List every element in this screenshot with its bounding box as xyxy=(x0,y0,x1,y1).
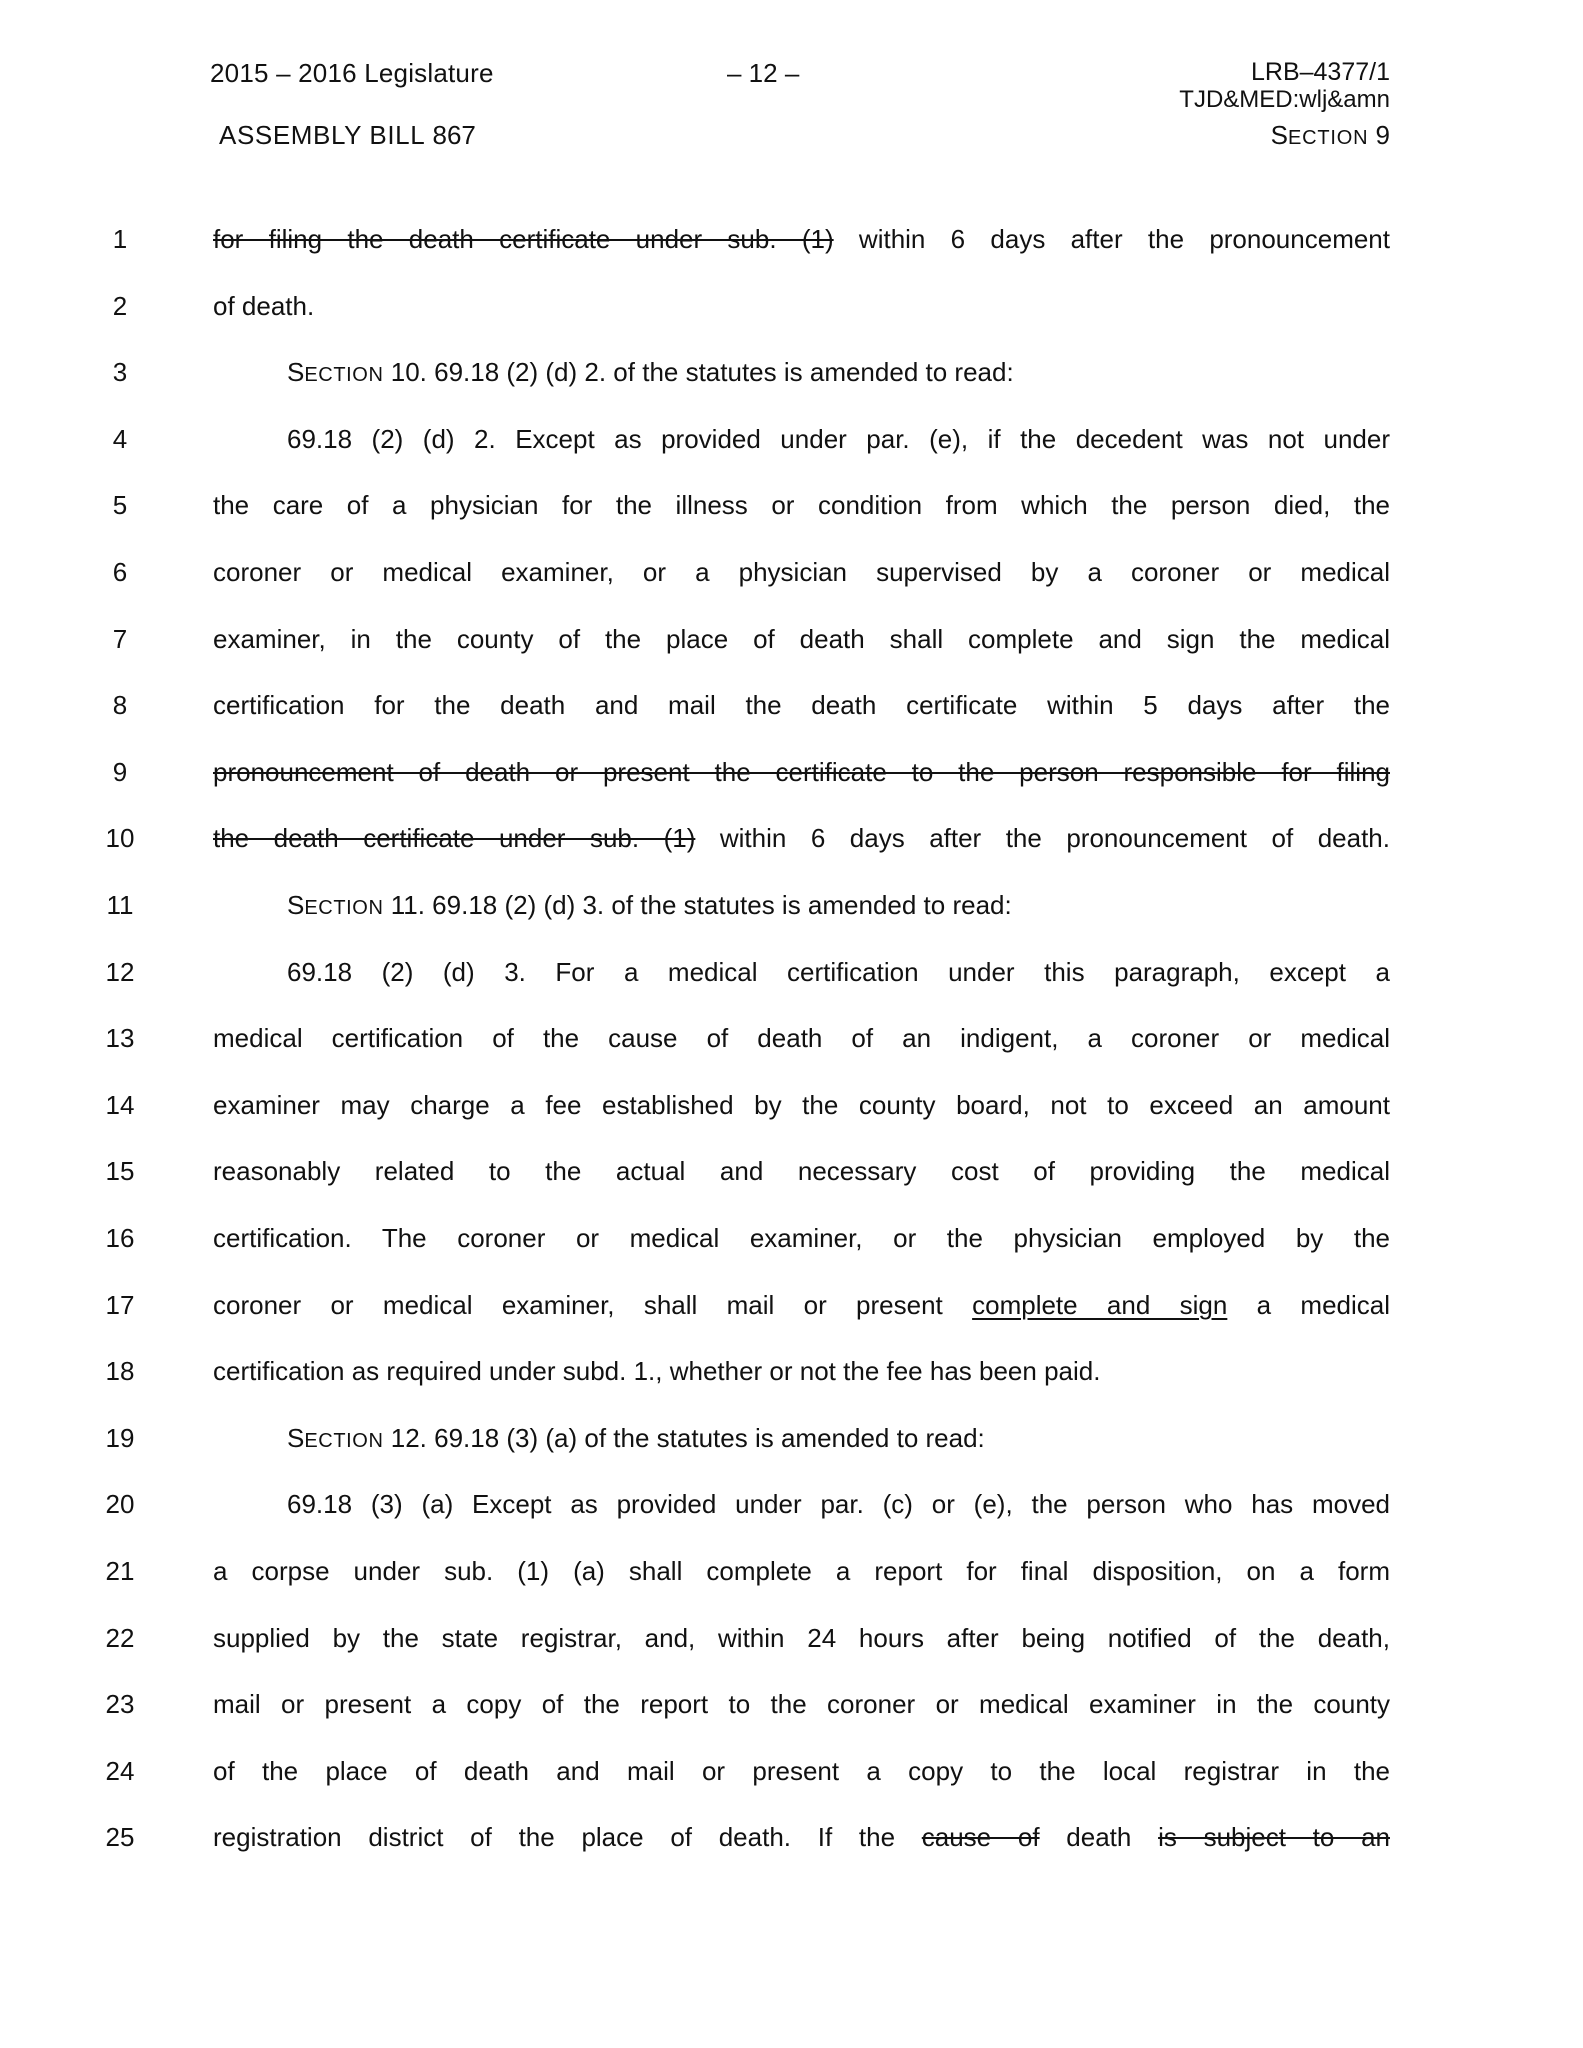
section-label: SECTION 11. xyxy=(287,890,425,920)
section-label: SECTION 12. xyxy=(287,1422,427,1453)
text-line xyxy=(0,485,1583,525)
text-segment: of the place of death and mail or present a copy to the local registrar in the xyxy=(213,1755,1390,1786)
deleted-text: for filing the death certificate under sub. (1) xyxy=(213,224,834,254)
line-text xyxy=(213,1085,1390,1125)
line-text xyxy=(213,752,1390,792)
text-line xyxy=(0,1218,1583,1258)
text-line xyxy=(0,952,1583,992)
text-line xyxy=(0,1285,1583,1325)
line-text xyxy=(213,1684,1390,1724)
text-segment: 69.18 (2) (d) 3. For a medical certification under this paragraph, except a xyxy=(287,956,1390,987)
line-text xyxy=(213,619,1390,659)
text-line xyxy=(0,752,1583,792)
line-number: 24 xyxy=(105,1755,135,1786)
running-section-label: SECTION 9 xyxy=(1270,120,1390,150)
deleted-text: cause of xyxy=(921,1822,1040,1853)
line-number: 10 xyxy=(105,823,135,854)
text-line xyxy=(0,419,1583,459)
line-number: 1 xyxy=(112,224,128,254)
line-number: 17 xyxy=(105,1289,135,1320)
line-text xyxy=(213,1218,1390,1258)
line-number: 21 xyxy=(105,1556,135,1586)
text-line xyxy=(0,1418,1583,1458)
line-number: 13 xyxy=(105,1023,135,1054)
text-line xyxy=(0,1817,1583,1857)
text-segment: within 6 days after the pronouncement xyxy=(833,224,1390,254)
line-number: 14 xyxy=(105,1089,135,1120)
section-heading-text xyxy=(287,1418,1390,1461)
bill-title xyxy=(219,122,476,148)
bill-type: ASSEMBLY BILL xyxy=(219,120,426,150)
text-line xyxy=(0,1751,1583,1791)
text-segment: certification for the death and mail the death certificate within 5 days after the xyxy=(213,690,1390,721)
text-segment: certification as required under subd. 1., whether or not the fee has been paid. xyxy=(213,1356,1101,1387)
line-text xyxy=(213,1151,1390,1191)
line-number: 5 xyxy=(112,490,128,521)
text-segment: 69.18 (2) (d) 2. of the statutes is amended to read: xyxy=(426,357,1014,388)
text-segment: a corpse under sub. (1) (a) shall complete a report for final disposition, on a form xyxy=(213,1556,1390,1586)
text-segment: within 6 days after the pronouncement of death. xyxy=(695,823,1390,854)
text-segment: 69.18 (2) (d) 3. of the statutes is amended to read: xyxy=(424,890,1012,920)
line-text xyxy=(213,1751,1390,1791)
drafter-initials: TJD&MED:wlj&amn xyxy=(1179,86,1390,113)
deleted-text: the death certificate under sub. (1) xyxy=(213,823,696,854)
text-line xyxy=(0,1151,1583,1191)
line-number: 25 xyxy=(105,1822,135,1853)
text-line xyxy=(0,552,1583,592)
text-segment: coroner or medical examiner, shall mail or present xyxy=(213,1289,973,1320)
text-segment: mail or present a copy of the report to the coroner or medical examiner in the county xyxy=(213,1689,1390,1720)
line-text xyxy=(213,1618,1390,1658)
text-segment: a medical xyxy=(1227,1289,1390,1320)
line-number: 2 xyxy=(112,290,128,321)
text-segment: of death. xyxy=(213,290,315,321)
text-segment: examiner, in the county of the place of death shall complete and sign the medical xyxy=(213,623,1390,654)
text-segment: 69.18 (2) (d) 2. Except as provided under par. (e), if the decedent was not under xyxy=(287,423,1390,454)
page-number: – 12 – xyxy=(727,58,800,88)
text-line xyxy=(0,1085,1583,1125)
text-line xyxy=(0,1618,1583,1658)
line-number: 15 xyxy=(105,1156,135,1187)
line-number: 4 xyxy=(112,423,128,454)
line-number: 7 xyxy=(112,623,128,654)
line-text xyxy=(287,419,1390,459)
deleted-text: pronouncement of death or present the certificate to the person responsible for filing xyxy=(213,756,1390,787)
line-text xyxy=(213,685,1390,725)
text-line xyxy=(0,1484,1583,1524)
text-line xyxy=(0,1351,1583,1391)
text-segment: the care of a physician for the illness or condition from which the person died, the xyxy=(213,490,1390,521)
line-text xyxy=(213,1351,1390,1391)
section-label: SECTION 10. xyxy=(287,357,427,388)
line-text xyxy=(213,219,1390,259)
inserted-text: complete and sign xyxy=(972,1289,1228,1320)
deleted-text: is subject to an xyxy=(1158,1822,1390,1853)
line-number: 20 xyxy=(105,1489,135,1520)
line-number: 19 xyxy=(105,1422,135,1453)
text-line xyxy=(0,619,1583,659)
bill-number: 867 xyxy=(425,120,476,150)
text-segment: 69.18 (3) (a) of the statutes is amended to read: xyxy=(426,1422,985,1453)
text-segment: medical certification of the cause of death of an indigent, a coroner or medical xyxy=(213,1023,1390,1054)
line-number: 6 xyxy=(112,557,128,587)
line-text xyxy=(213,1018,1390,1058)
text-segment: coroner or medical examiner, or a physician supervised by a coroner or medical xyxy=(213,557,1390,587)
text-line xyxy=(0,685,1583,725)
text-line xyxy=(0,885,1583,925)
text-segment: reasonably related to the actual and necessary cost of providing the medical xyxy=(213,1156,1390,1187)
line-text xyxy=(213,1551,1390,1591)
line-text xyxy=(213,286,1390,326)
line-number: 9 xyxy=(112,756,128,787)
line-text xyxy=(213,1285,1390,1325)
legislature-session: 2015 – 2016 Legislature xyxy=(210,58,494,88)
text-segment: death xyxy=(1039,1822,1159,1853)
line-number: 18 xyxy=(105,1356,135,1387)
text-line xyxy=(0,286,1583,326)
section-heading-text xyxy=(287,885,1390,928)
line-number: 22 xyxy=(105,1622,135,1653)
text-segment: 69.18 (3) (a) Except as provided under par. (c) or (e), the person who has moved xyxy=(287,1489,1390,1520)
line-number: 23 xyxy=(105,1689,135,1720)
text-line xyxy=(0,1551,1583,1591)
line-text xyxy=(213,818,1390,858)
text-line xyxy=(0,352,1583,392)
text-line xyxy=(0,1018,1583,1058)
line-text xyxy=(287,1484,1390,1524)
line-text xyxy=(287,952,1390,992)
line-text xyxy=(213,552,1390,592)
text-line xyxy=(0,219,1583,259)
line-number: 12 xyxy=(105,956,135,987)
line-number: 11 xyxy=(106,890,134,920)
line-number: 8 xyxy=(112,690,128,721)
text-segment: registration district of the place of death. If the xyxy=(213,1822,922,1853)
line-text xyxy=(213,485,1390,525)
lrb-number: LRB–4377/1 xyxy=(1250,58,1390,86)
line-number: 16 xyxy=(105,1223,135,1253)
text-line xyxy=(0,1684,1583,1724)
text-segment: certification. The coroner or medical examiner, or the physician employed by the xyxy=(213,1223,1390,1253)
text-segment: supplied by the state registrar, and, within 24 hours after being notified of the death, xyxy=(213,1622,1390,1653)
line-number: 3 xyxy=(112,357,128,388)
text-line xyxy=(0,818,1583,858)
section-heading-text xyxy=(287,352,1390,395)
text-segment: examiner may charge a fee established by the county board, not to exceed an amount xyxy=(213,1089,1390,1120)
line-text xyxy=(213,1817,1390,1857)
